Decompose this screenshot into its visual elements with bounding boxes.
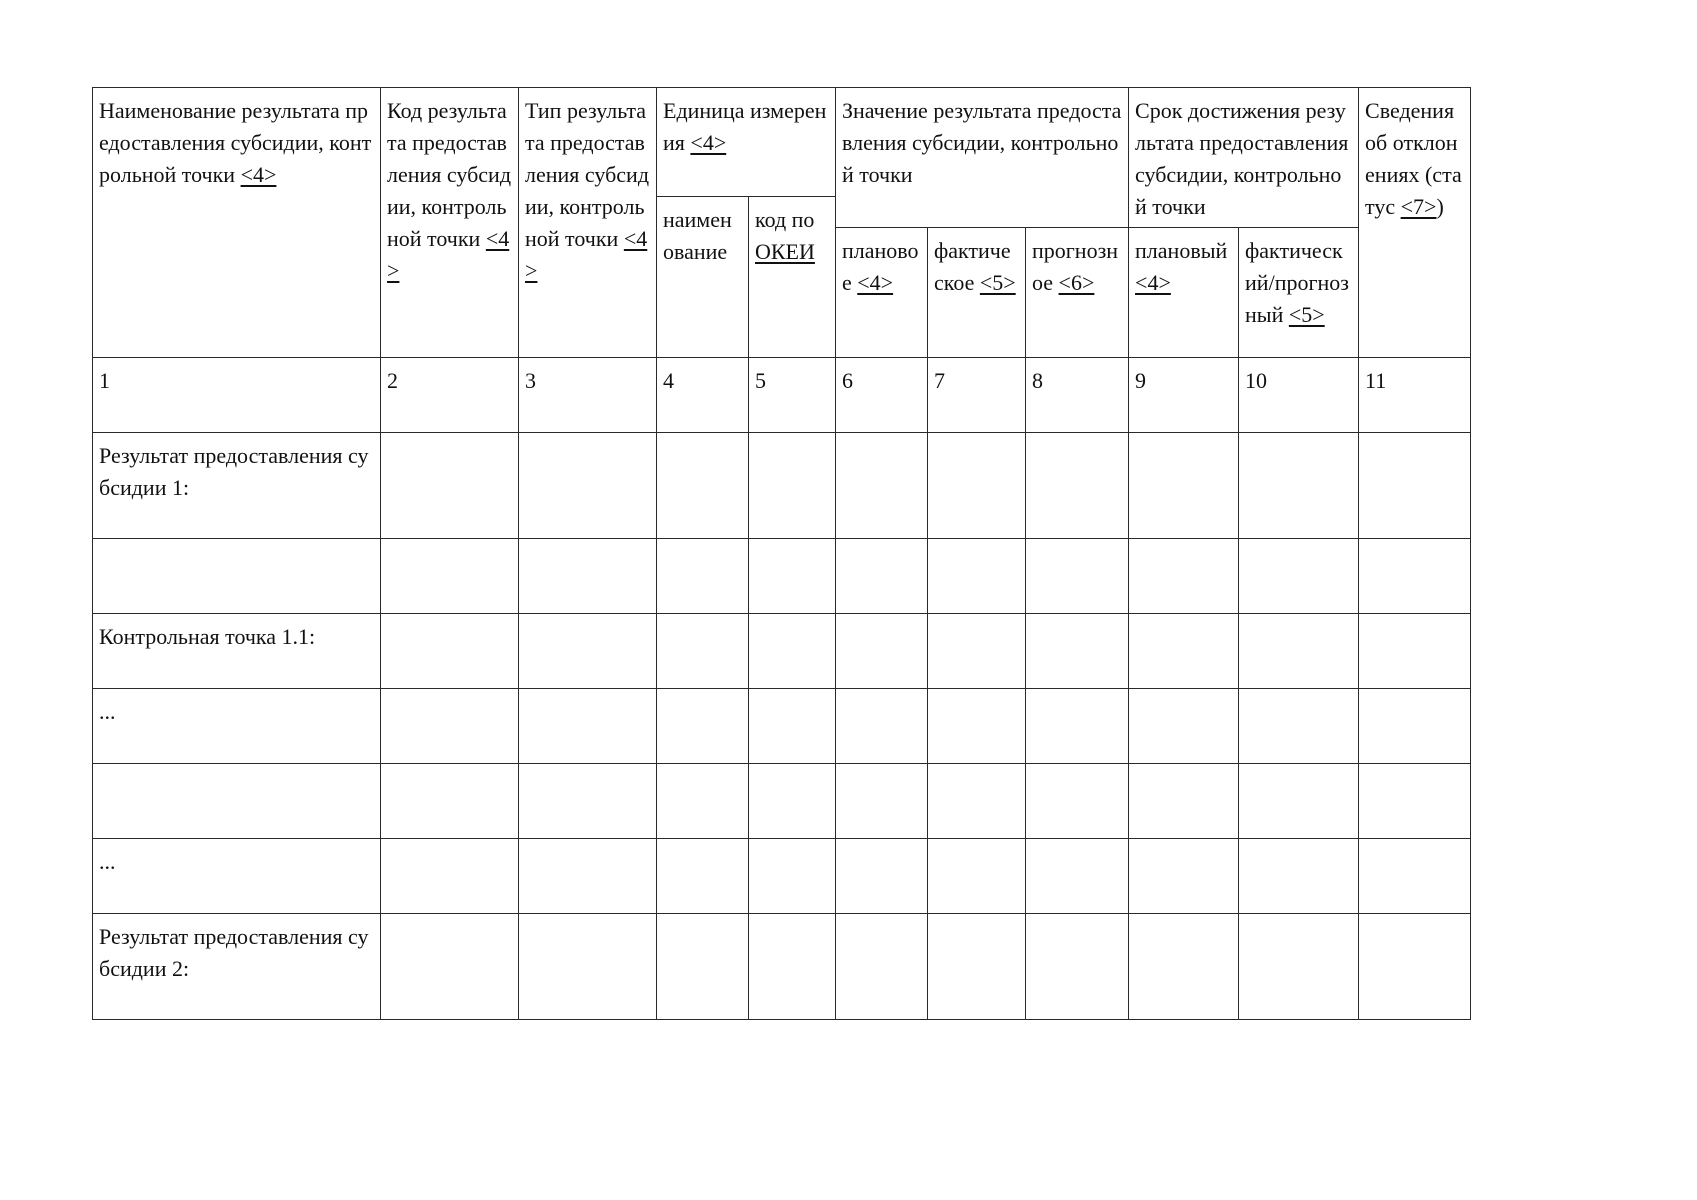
table-row [93,764,1471,839]
table-cell [1359,764,1471,839]
table-cell [1359,614,1471,689]
footnote-ref[interactable]: <7> [1400,194,1437,219]
table-cell [928,539,1026,614]
header-result-name-text: Наименование результата предоставления субсидии, контрольной точки [99,98,372,187]
table-cell [1239,914,1359,1020]
table-cell [836,614,928,689]
header-value-actual [928,228,1026,358]
header-row [93,88,1471,197]
results-table [92,87,1471,1020]
table-cell [1026,539,1129,614]
table-cell [749,539,836,614]
table-cell [1026,689,1129,764]
table-cell [836,764,928,839]
table-cell [1026,433,1129,539]
table-cell [381,764,519,839]
header-unit-name-text: наименование [663,207,732,264]
header-unit-name [657,197,749,358]
column-number-cell: 2 [381,358,519,433]
table-cell [519,689,657,764]
footnote-ref[interactable]: <4> [387,226,510,283]
table-cell [928,764,1026,839]
footnote-ref[interactable]: <6> [1058,270,1095,295]
table-cell [836,914,928,1020]
table-cell [381,614,519,689]
header-result-type-text: Тип результата предоставления субсидии, контрольной точки [525,98,650,251]
table-row [93,839,1471,914]
header-deadline-planned-text: плановый [1135,238,1228,263]
table-cell [928,914,1026,1020]
footnote-ref[interactable]: <4> [1135,270,1171,295]
table-cell [1359,689,1471,764]
table-cell [836,539,928,614]
footnote-ref[interactable]: <5> [1288,302,1325,327]
table-cell [657,764,749,839]
header-value-planned [836,228,928,358]
row-label-cell: Результат предоставления субсидии 1: [93,433,381,539]
table-cell [381,914,519,1020]
column-number-cell: 4 [657,358,749,433]
table-cell [1359,539,1471,614]
header-deadline [1129,88,1359,228]
table-cell [1239,764,1359,839]
header-deadline-actual-text: фактический/прогнозный [1245,238,1349,327]
table-cell [1026,764,1129,839]
table-cell [519,433,657,539]
table-row [93,614,1471,689]
table-cell [519,914,657,1020]
table-cell [1239,689,1359,764]
table-cell [1239,839,1359,914]
header-unit-okei [749,197,836,358]
header-unit-text: Единица измерения [663,98,827,155]
column-number-cell: 1 [93,358,381,433]
footnote-ref[interactable]: <5> [979,270,1016,295]
table-cell [1239,539,1359,614]
header-result-code-text: Код результата предоставления субсидии, контрольной точки [387,98,512,251]
table-cell [1359,914,1471,1020]
column-number-cell: 10 [1239,358,1359,433]
table-cell [749,914,836,1020]
footnote-ref[interactable]: <4> [690,130,727,155]
table-cell [1129,689,1239,764]
row-label-cell: ... [93,689,381,764]
table-cell [1129,914,1239,1020]
row-label-cell: ... [93,839,381,914]
table-cell [836,839,928,914]
table-cell [836,689,928,764]
column-number-cell: 8 [1026,358,1129,433]
table-cell [749,689,836,764]
table-cell [1026,914,1129,1020]
header-value-text: Значение результата предоставления субсидии, контрольной точки [842,98,1122,187]
table-cell [1026,839,1129,914]
table-cell [657,914,749,1020]
table-body [93,358,1471,1020]
header-result-code [381,88,519,358]
column-number-row [93,358,1471,433]
column-number-cell: 6 [836,358,928,433]
header-value [836,88,1129,228]
row-label-cell [93,764,381,839]
table-cell [381,433,519,539]
table-cell [657,539,749,614]
footnote-ref[interactable]: <4> [240,162,277,187]
row-label-cell: Контрольная точка 1.1: [93,614,381,689]
header-value-forecast-text: прогнозное [1032,238,1119,295]
table-cell [1359,433,1471,539]
table-row [93,539,1471,614]
table-cell [749,839,836,914]
table-cell [381,689,519,764]
table-cell [928,839,1026,914]
table-cell [1129,433,1239,539]
table-cell [657,839,749,914]
header-value-actual-text: фактическое [934,238,1011,295]
table-cell [519,539,657,614]
header-value-planned-text: плановое [842,238,919,295]
header-deadline-text: Срок достижения результата предоставления субсидии, контрольной точки [1135,98,1349,219]
table-cell [519,839,657,914]
table-cell [928,614,1026,689]
table-cell [1129,764,1239,839]
row-label-cell: Результат предоставления субсидии 2: [93,914,381,1020]
header-unit-okei-text: код по [755,207,815,232]
table-cell [749,764,836,839]
table-cell [1026,614,1129,689]
table-cell [1239,614,1359,689]
header-value-forecast [1026,228,1129,358]
table-cell [657,433,749,539]
column-number-cell: 9 [1129,358,1239,433]
column-number-cell: 3 [519,358,657,433]
table-cell [1129,839,1239,914]
footnote-ref[interactable]: <4> [857,270,894,295]
table-row [93,689,1471,764]
table-cell [749,433,836,539]
table-cell [928,689,1026,764]
table-cell [928,433,1026,539]
table-cell [519,614,657,689]
table-cell [749,614,836,689]
header-deadline-planned [1129,228,1239,358]
column-number-cell: 5 [749,358,836,433]
table-cell [1129,539,1239,614]
table-cell [657,614,749,689]
header-deviation [1359,88,1471,358]
table-cell [519,764,657,839]
table-cell [1239,433,1359,539]
footnote-ref[interactable]: <4> [525,226,648,283]
table-row [93,433,1471,539]
table-cell [381,839,519,914]
header-unit [657,88,836,197]
header-deviation-text: Сведения об отклонениях (статус [1365,98,1462,219]
header-deadline-actual [1239,228,1359,358]
table-row [93,914,1471,1020]
table-cell [1359,839,1471,914]
header-result-name [93,88,381,358]
table-cell [836,433,928,539]
column-number-cell: 7 [928,358,1026,433]
table-cell [657,689,749,764]
header-result-type [519,88,657,358]
header-deviation-closing: ) [1436,194,1444,219]
okei-link[interactable]: ОКЕИ [755,239,815,264]
table-cell [381,539,519,614]
row-label-cell [93,539,381,614]
column-number-cell: 11 [1359,358,1471,433]
table-cell [1129,614,1239,689]
